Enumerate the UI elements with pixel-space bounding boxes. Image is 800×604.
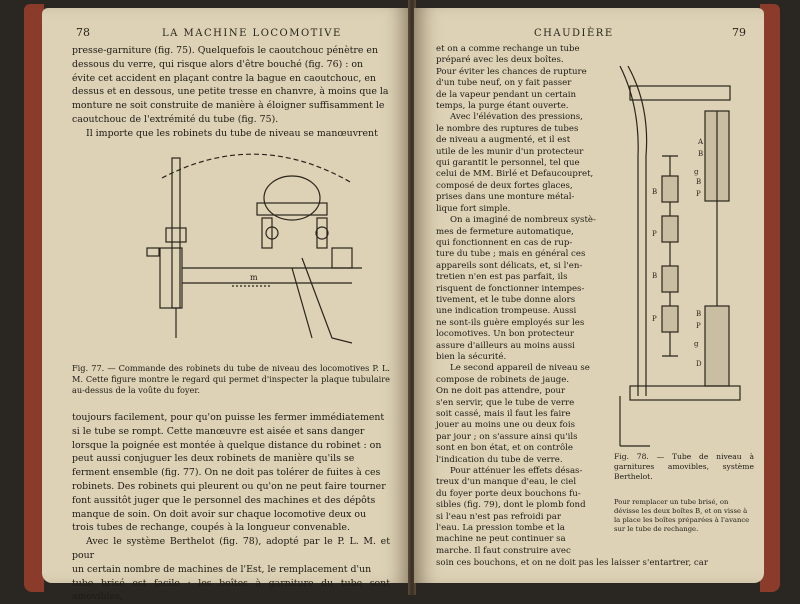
text-line: s'en servir, que le tube de verre (436, 397, 575, 408)
text-line: d'un tube neuf, on y fait passer (436, 78, 572, 89)
right-page (414, 8, 764, 583)
fig-letter: B (652, 188, 658, 196)
fig-letter: B (696, 310, 702, 318)
text-line: dessous du verre, qui risque alors d'être bouché (fig. 76) : on (72, 58, 364, 70)
text-line: temps, la purge étant ouverte. (436, 101, 569, 112)
text-line: utile de les munir d'un protecteur (436, 146, 584, 157)
running-head: CHAUDIÈRE (534, 28, 614, 39)
text-line: toujours facilement, pour qu'on puisse les fermer immédiatement (72, 412, 385, 423)
text-line: si le tube se rompt. Cette manœuvre est aisée et sans danger (72, 425, 365, 437)
text-line: locomotives. Un bon protecteur (436, 329, 575, 340)
text-line: risquent de fonctionner intempes- (436, 283, 585, 294)
text-line: et on a comme rechange un tube (436, 44, 580, 54)
text-line: sont en bon état, et on contrôle (436, 443, 573, 454)
text-line: le nombre des ruptures de tubes (436, 123, 579, 134)
text-line: peut aussi conjuguer les deux robinets de manière qu'ils se (72, 453, 355, 465)
fig-letter: P (696, 190, 701, 198)
figure-77-drawing (142, 138, 372, 353)
text-line: de niveau a augmenté, et il est (436, 135, 571, 146)
text-line: On a imaginé de nombreux systè- (450, 215, 596, 226)
figure-77-caption (72, 363, 390, 397)
text-line: ne sont-ils guère employés sur les (436, 317, 585, 328)
fig-letter: g (694, 168, 699, 176)
text-line: assure d'ailleurs au moins aussi (436, 340, 575, 351)
text-line: mes de fermeture automatique, (436, 226, 574, 237)
text-line: On ne doit pas attendre, pour (436, 386, 566, 397)
text-line: jouer au moins une ou deux fois (436, 420, 575, 431)
right-column-text (436, 44, 606, 557)
text-line: Avec le système Berthelot (fig. 78), adopté par le P. L. M. et pour (72, 536, 390, 561)
right-last-line (436, 558, 756, 569)
text-line: Pour atténuer les effets désas- (450, 466, 583, 477)
text-line: ferment ensemble (fig. 77). On ne doit pas tolérer de fuites à ces (72, 467, 381, 479)
page-number: 78 (76, 26, 90, 39)
text-line: ture du tube ; mais en général ces (436, 249, 586, 260)
text-line: appareils sont délicats, et, si l'en- (436, 260, 583, 271)
text-line: font aussitôt juger que le personnel des machines et des dépôts (72, 494, 376, 506)
figure-78-caption (614, 452, 754, 482)
text-line: celui de MM. Birlé et Defaucoupret, (436, 169, 594, 180)
text-line: un certain nombre de machines de l'Est, le remplacement d'un (72, 563, 372, 575)
text-line: soin ces bouchons, et on ne doit pas les laisser s'entartrer, car (436, 558, 708, 568)
text-line: soit cassé, mais il faut les faire (436, 409, 571, 419)
text-line: qui fonctionnent en cas de rup- (436, 237, 573, 248)
page-number: 79 (732, 26, 746, 39)
text-line: tube brisé est facile : les boîtes à garniture du tube sont amovibles, (72, 577, 390, 603)
fig-letter: B (652, 272, 658, 280)
top-paragraph (72, 44, 390, 141)
text-line: prises dans une monture métal- (436, 192, 575, 203)
text-line: tretien n'en est pas parfait, ils (436, 272, 568, 283)
text-line: dessus et en dessous, une petite tresse en chanvre, à moins que la (72, 86, 389, 98)
text-line: préparé avec les deux boîtes. (436, 55, 564, 66)
figure-label: Fig. 78. (614, 452, 649, 461)
text-line: une indication trompeuse. Aussi (436, 306, 577, 317)
book-cover-left (24, 4, 44, 592)
running-head: LA MACHINE LOCOMOTIVE (162, 28, 342, 39)
text-line: sibles (fig. 79), dont le plomb fond (436, 500, 586, 511)
text-line: Pour éviter les chances de rupture (436, 66, 587, 77)
figure-78-drawing (610, 66, 760, 466)
text-line: lique fort simple. (436, 203, 511, 214)
text-line: lorsque la poignée est montée à quelque distance du robinet : on (72, 439, 382, 451)
text-line: composé de deux fortes glaces, (436, 180, 573, 191)
text-line: Il importe que les robinets du tube de niveau se manœuvrent (86, 127, 378, 139)
text-line: robinets. Des robinets qui pleurent ou qu'on ne peut faire tourner (72, 480, 386, 492)
bottom-paragraph (72, 411, 390, 604)
text-line: par jour ; on s'assure ainsi qu'ils (436, 431, 578, 442)
text-line: monture ne soit construite de manière à éloigner suffisamment le (72, 100, 385, 112)
fig-letter: P (652, 315, 657, 323)
text-line: du foyer porte deux bouchons fu- (436, 488, 581, 499)
fig-letter: B (696, 178, 702, 186)
fig-letter: D (696, 360, 702, 368)
text-line: manque de soin. On doit avoir sur chaque locomotive deux ou (72, 508, 367, 520)
text-line: treux d'un manque d'eau, le ciel (436, 477, 577, 488)
text-line: trois tubes de rechange, coupés à la longueur convenable. (72, 522, 350, 534)
text-line: Avec l'élévation des pressions, (450, 112, 583, 123)
text-line: compose de robinets de jauge. (436, 374, 570, 385)
figure-label: Fig. 77. (72, 363, 105, 373)
fig-letter: g (694, 340, 699, 348)
text-line: tivement, et le tube donne alors (436, 294, 576, 305)
figure-annotation: m (250, 273, 258, 282)
text-line: évite cet accident en plaçant contre la bague en caoutchouc, en (72, 72, 376, 84)
text-line: si l'eau n'est pas refroidi par (436, 511, 561, 522)
text-line: Le second appareil de niveau se (450, 363, 590, 374)
text-line: qui garantit le personnel, tel que (436, 158, 580, 169)
text-line: bien la sécurité. (436, 351, 507, 362)
figure-caption-text: — Commande des robinets du tube de niveau des locomotives P. L. M. Cette figure montre le regard qui permet d'inspecter la plaque tubulaire au-dessus de la voûte du foyer. (72, 363, 390, 396)
fig-letter: P (696, 322, 701, 330)
figure-caption-text: — Tube de niveau à garnitures amovibles, système Berthelot. (614, 452, 754, 481)
fig-letter: P (652, 230, 657, 238)
text-line: machine ne peut continuer sa (436, 534, 566, 545)
text-line: de la vapeur pendant un certain (436, 89, 576, 100)
figure-78-note: Pour remplacer un tube brisé, on dévisse les deux boîtes B, et on visse à la place les boîtes préparées à l'avance sur le tube de rechange. (614, 498, 750, 533)
fig-letter: B (698, 150, 704, 158)
left-page (42, 8, 410, 603)
text-line: l'indication du tube de verre. (436, 454, 563, 465)
text-line: marche. Il faut construire avec (436, 545, 571, 556)
fig-letter: A (698, 138, 704, 146)
text-line: caoutchouc de l'extrémité du tube (fig. 75). (72, 113, 279, 125)
text-line: presse-garniture (fig. 75). Quelquefois le caoutchouc pénètre en (72, 45, 378, 56)
text-line: l'eau. La pression tombe et la (436, 523, 565, 534)
